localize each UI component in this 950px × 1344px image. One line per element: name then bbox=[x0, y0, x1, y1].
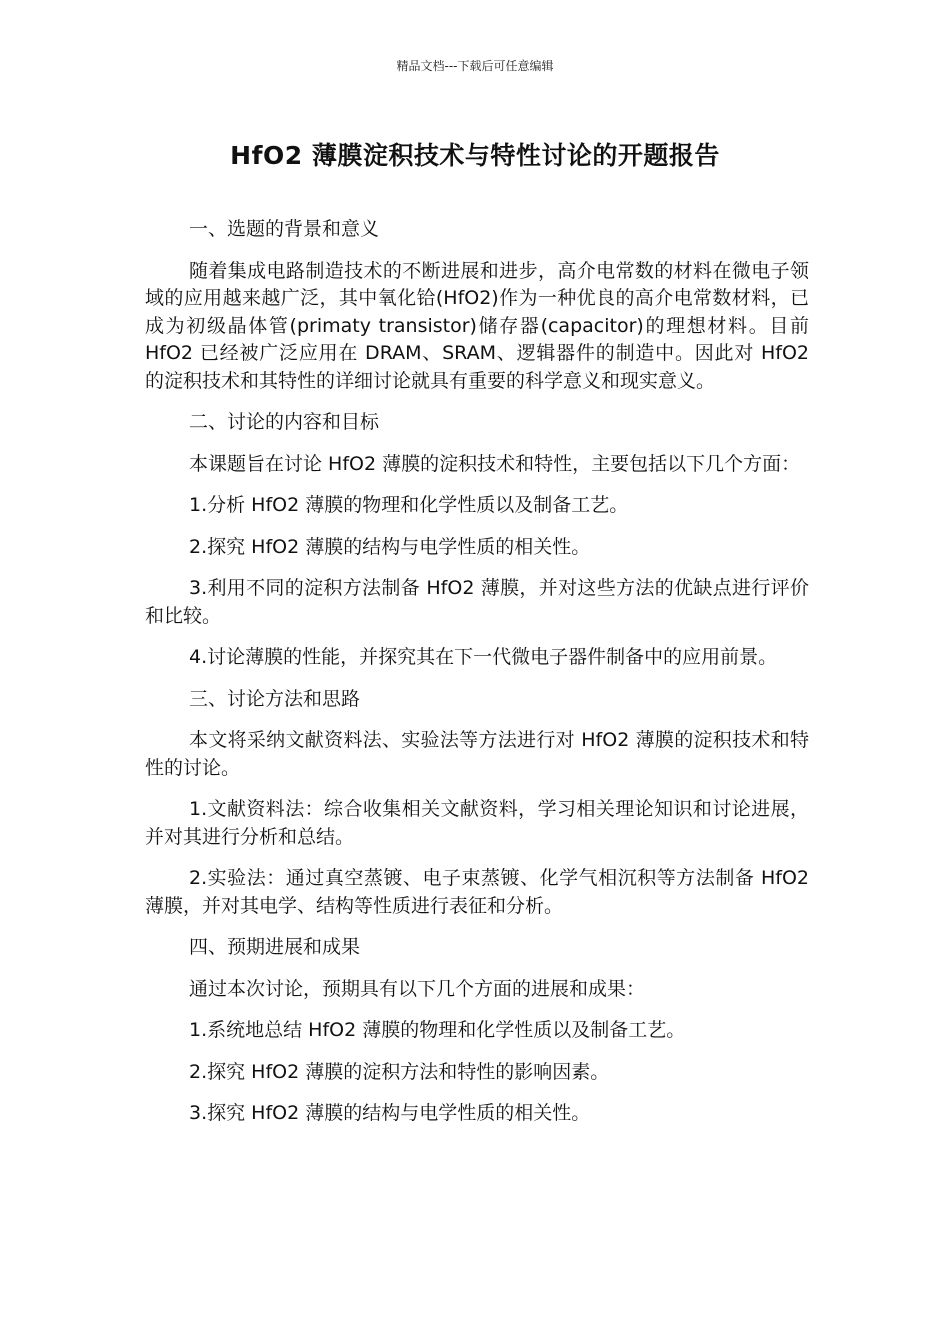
section-heading-content-goals: 二、讨论的内容和目标 bbox=[189, 411, 380, 433]
paragraph-background: 随着集成电路制造技术的不断进展和进步，高介电常数的材料在微电子领域的应用越来越广泛，其中氧化铪(HfO2)作为一种优良的高介电常数材料，已成为初级晶体管(primaty transistor)储存器(capacitor)的理想材料。目前 HfO2 已经被广泛应用在 DRAM、SRAM、逻辑器件的制造中。因此对 HfO2 的淀积技术和其特性的详细讨论就具有重要的科学意义和现实意义。 bbox=[145, 259, 809, 392]
list-item-expected-3: 3.探究 HfO2 薄膜的结构与电学性质的相关性。 bbox=[189, 1102, 591, 1124]
list-item-content-3: 3.利用不同的淀积方法制备 HfO2 薄膜，并对这些方法的优缺点进行评价和比较。 bbox=[145, 577, 809, 627]
list-item-methods-2: 2.实验法：通过真空蒸镀、电子束蒸镀、化学气相沉积等方法制备 HfO2 薄膜，并对其电学、结构等性质进行表征和分析。 bbox=[145, 867, 809, 917]
list-item-content-2: 2.探究 HfO2 薄膜的结构与电学性质的相关性。 bbox=[189, 535, 591, 558]
list-item-content-1: 1.分析 HfO2 薄膜的物理和化学性质以及制备工艺。 bbox=[189, 494, 629, 516]
document-title: HfO2 薄膜淀积技术与特性讨论的开题报告 bbox=[230, 141, 720, 170]
document-body bbox=[145, 216, 809, 1142]
paragraph-expected-intro: 通过本次讨论，预期具有以下几个方面的进展和成果： bbox=[189, 977, 646, 1000]
section-heading-background: 一、选题的背景和意义 bbox=[189, 218, 380, 240]
list-item-expected-2: 2.探究 HfO2 薄膜的淀积方法和特性的影响因素。 bbox=[189, 1060, 610, 1083]
page-header-note: 精品文档---下载后可任意编辑 bbox=[396, 59, 554, 73]
list-item-methods-1: 1.文献资料法：综合收集相关文献资料，学习相关理论知识和讨论进展，并对其进行分析和总结。 bbox=[145, 798, 809, 848]
section-heading-methods: 三、讨论方法和思路 bbox=[189, 687, 361, 710]
paragraph-content-intro: 本课题旨在讨论 HfO2 薄膜的淀积技术和特性，主要包括以下几个方面： bbox=[189, 452, 801, 475]
section-heading-expected-results: 四、预期进展和成果 bbox=[189, 936, 361, 958]
list-item-content-4: 4.讨论薄膜的性能，并探究其在下一代微电子器件制备中的应用前景。 bbox=[189, 646, 778, 668]
list-item-expected-1: 1.系统地总结 HfO2 薄膜的物理和化学性质以及制备工艺。 bbox=[189, 1019, 686, 1041]
paragraph-methods-intro: 本文将采纳文献资料法、实验法等方法进行对 HfO2 薄膜的淀积技术和特性的讨论。 bbox=[145, 729, 809, 779]
